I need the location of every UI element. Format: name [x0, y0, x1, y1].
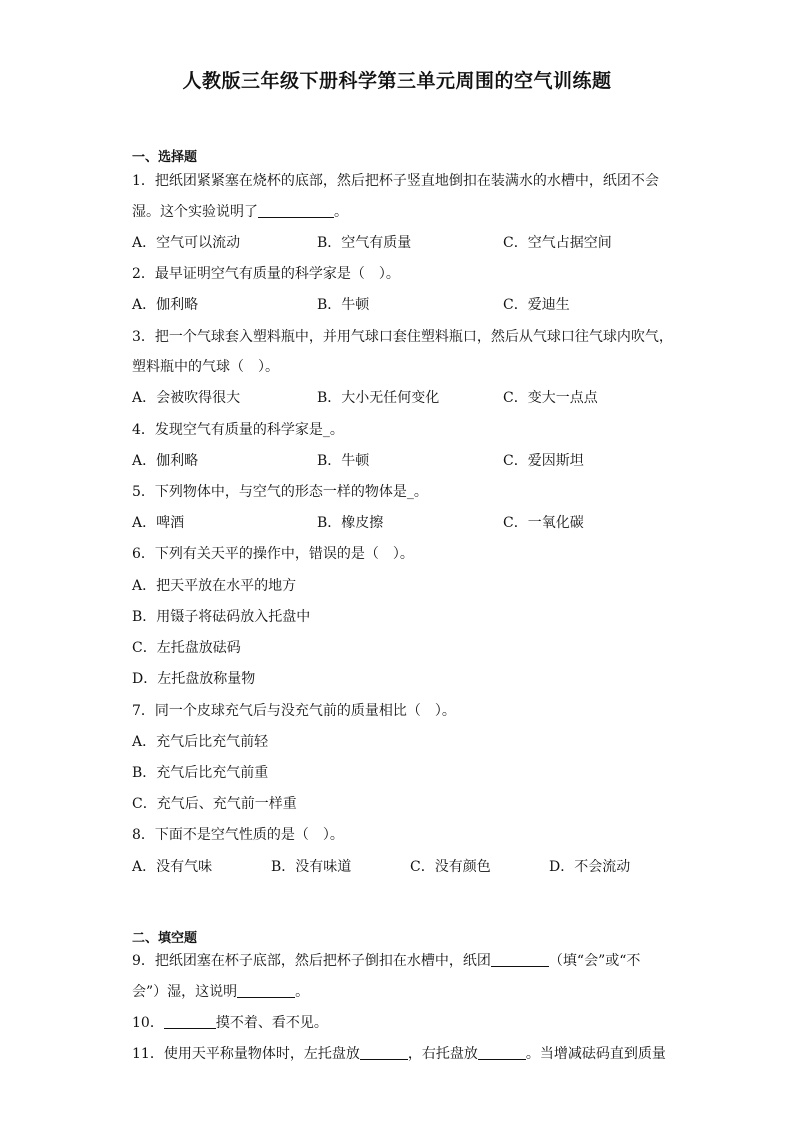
question-9-text-2: 会”）湿，这说明 [132, 984, 238, 1000]
question-11-text: 11．使用天平称量物体时，左托盘放 [132, 1046, 360, 1062]
answer-blank[interactable] [237, 983, 295, 998]
question-1-line-2 [132, 202, 348, 222]
answer-blank[interactable] [360, 1045, 408, 1060]
question-3-line-2: 塑料瓶中的气球（ ）。 [132, 359, 279, 375]
question-7-text: 7．同一个皮球充气后与没充气前的质量相比（ ）。 [132, 703, 456, 719]
question-8-option-c[interactable]: C．没有颜色 [410, 859, 491, 875]
question-11-text-3: 。当增减砝码直到质量 [525, 1046, 666, 1062]
question-2-option-c[interactable]: C．爱迪生 [503, 297, 570, 313]
question-2-text: 2．最早证明空气有质量的科学家是（ ）。 [132, 266, 400, 282]
question-4-option-a[interactable]: A．伽利略 [132, 453, 199, 469]
question-3-option-c[interactable]: C．变大一点点 [503, 390, 598, 406]
answer-blank[interactable] [491, 952, 549, 967]
question-1-text: 湿。这个实验说明了 [132, 204, 258, 220]
question-4-text: 4．发现空气有质量的科学家是_。 [132, 422, 344, 438]
question-5-text: 5．下列物体中，与空气的形态一样的物体是_。 [132, 484, 428, 500]
question-9-line-1 [132, 951, 640, 971]
question-8-option-b[interactable]: B．没有味道 [271, 859, 352, 875]
question-11-text-2: ，右托盘放 [407, 1046, 478, 1062]
question-7-option-a[interactable]: A．充气后比充气前轻 [132, 734, 269, 750]
question-5-option-a[interactable]: A．啤酒 [132, 515, 185, 531]
question-10-line [132, 1013, 328, 1033]
question-6-option-b[interactable]: B．用镊子将砝码放入托盘中 [132, 609, 311, 625]
question-6-option-a[interactable]: A．把天平放在水平的地方 [132, 578, 297, 594]
question-7-option-b[interactable]: B．充气后比充气前重 [132, 765, 269, 781]
question-6-option-c[interactable]: C．左托盘放砝码 [132, 640, 241, 656]
question-9-text: 9．把纸团塞在杯子底部，然后把杯子倒扣在水槽中，纸团 [132, 953, 491, 969]
question-5-option-b[interactable]: B．橡皮擦 [317, 515, 384, 531]
question-8-text: 8．下面不是空气性质的是（ ）。 [132, 827, 344, 843]
question-9-line-2 [132, 982, 309, 1002]
answer-blank[interactable] [164, 1014, 216, 1029]
question-10-text: 摸不着、看不见。 [215, 1015, 328, 1031]
question-1-option-b[interactable]: B．空气有质量 [317, 235, 412, 251]
question-6-text: 6．下列有关天平的操作中，错误的是（ ）。 [132, 546, 414, 562]
answer-blank[interactable] [478, 1045, 526, 1060]
question-6-option-d[interactable]: D．左托盘放称量物 [132, 671, 256, 687]
answer-blank[interactable] [258, 203, 334, 218]
section-heading-choice: 一、选择题 [132, 150, 198, 165]
question-8-option-a[interactable]: A．没有气味 [132, 859, 213, 875]
page-title: 人教版三年级下册科学第三单元周围的空气训练题 [182, 70, 612, 92]
question-8-option-d[interactable]: D．不会流动 [549, 859, 631, 875]
question-5-option-c[interactable]: C．一氧化碳 [503, 515, 584, 531]
question-4-option-c[interactable]: C．爱因斯坦 [503, 453, 584, 469]
question-9-end: 。 [295, 984, 310, 1000]
question-11-line [132, 1044, 666, 1064]
question-1-option-a[interactable]: A．空气可以流动 [132, 235, 241, 251]
question-2-option-a[interactable]: A．伽利略 [132, 297, 199, 313]
question-9-hint: （填“会”或“不 [548, 953, 641, 969]
section-heading-fill: 二、填空题 [132, 931, 198, 946]
question-3-line-1: 3．把一个气球套入塑料瓶中，并用气球口套住塑料瓶口，然后从气球口往气球内吹气， [132, 329, 673, 345]
question-1-option-c[interactable]: C．空气占据空间 [503, 235, 612, 251]
question-1-end: 。 [334, 204, 348, 220]
question-1-line-1: 1．把纸团紧紧塞在烧杯的底部，然后把杯子竖直地倒扣在装满水的水槽中，纸团不会 [132, 173, 659, 189]
question-10-number: 10． [132, 1015, 164, 1031]
question-4-option-b[interactable]: B．牛顿 [317, 453, 370, 469]
question-2-option-b[interactable]: B．牛顿 [317, 297, 370, 313]
question-7-option-c[interactable]: C．充气后、充气前一样重 [132, 796, 297, 812]
question-3-option-a[interactable]: A．会被吹得很大 [132, 390, 241, 406]
question-3-option-b[interactable]: B．大小无任何变化 [317, 390, 440, 406]
